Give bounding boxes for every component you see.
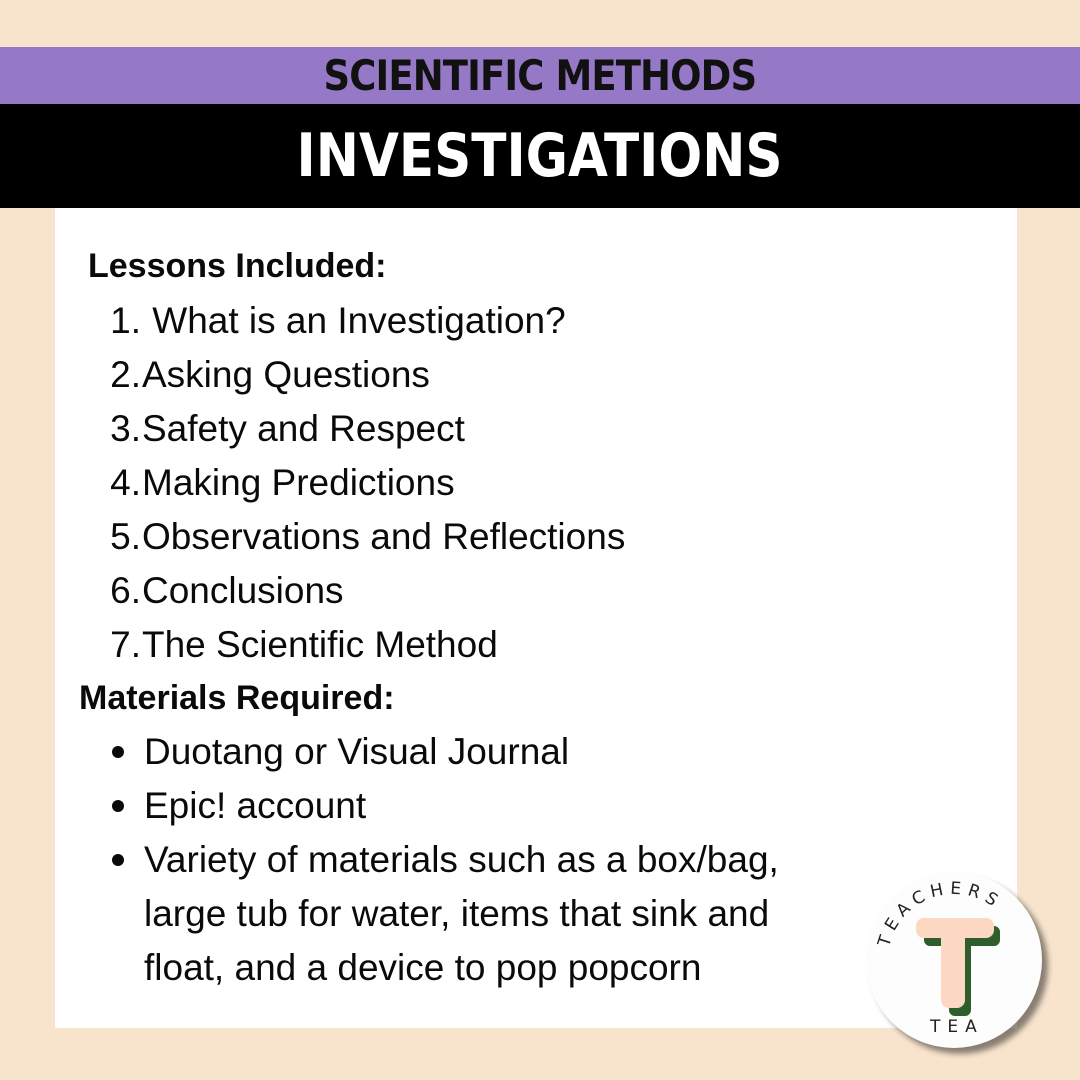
svg-text:TEACHERS: TEACHERS: [874, 878, 1007, 950]
bullet-icon: [112, 746, 124, 758]
teachers-tea-logo: [866, 872, 1042, 1048]
lesson-item: 1. What is an Investigation?: [110, 300, 566, 341]
material-item-continued: large tub for water, items that sink and: [144, 893, 770, 934]
subtitle: SCIENTIFIC METHODS: [323, 51, 757, 100]
material-item: Variety of materials such as a box/bag,: [144, 839, 779, 880]
lesson-item: 6.Conclusions: [110, 570, 344, 611]
lesson-item: 5.Observations and Reflections: [110, 516, 626, 557]
lesson-item: 2.Asking Questions: [110, 354, 430, 395]
lesson-item: 7.The Scientific Method: [110, 624, 498, 665]
svg-text:TEA: TEA: [930, 1017, 984, 1037]
subtitle-band: [0, 47, 1080, 104]
lesson-item: 4.Making Predictions: [110, 462, 455, 503]
page-title: INVESTIGATIONS: [296, 121, 784, 191]
bullet-icon: [112, 854, 124, 866]
material-item-continued: float, and a device to pop popcorn: [144, 947, 702, 988]
materials-heading: Materials Required:: [79, 679, 395, 717]
bullet-icon: [112, 800, 124, 812]
material-item: Duotang or Visual Journal: [144, 731, 570, 772]
logo-mark-icon: [866, 872, 1042, 1048]
material-item: Epic! account: [144, 785, 367, 826]
lessons-heading: Lessons Included:: [88, 247, 387, 285]
title-band: [0, 104, 1080, 208]
lesson-item: 3.Safety and Respect: [110, 408, 465, 449]
